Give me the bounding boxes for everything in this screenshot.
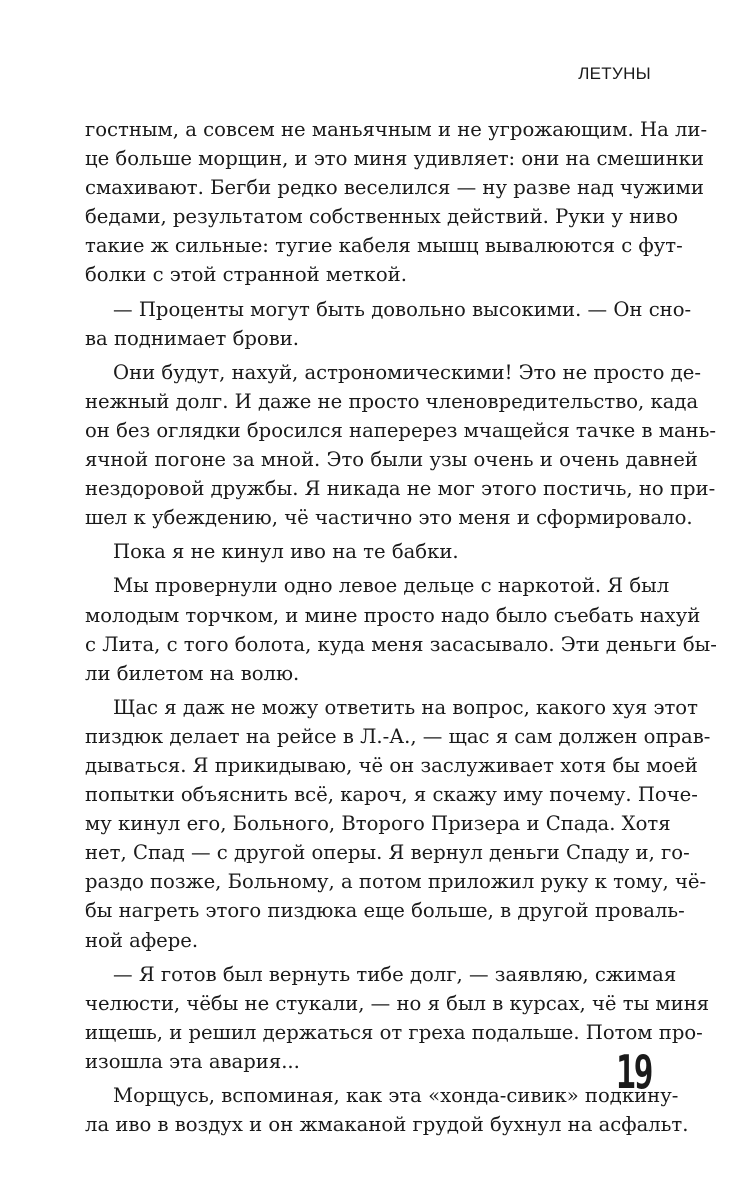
paragraph [85, 960, 710, 1076]
text-line: гостным, а совсем не маньячным и не угрожающим. На ли- [85, 118, 708, 141]
text-line: ва поднимает брови. [85, 326, 300, 350]
text-line: му кинул его, Больного, Второго Призера и Спада. Хотя [85, 812, 671, 836]
text-line: ной афере. [85, 928, 199, 952]
text-line: с Лита, с того болота, куда меня засасывало. Эти деньги бы- [85, 632, 717, 656]
text-line: Морщусь, вспоминая, как эта «хонда-сивик» подкину- [113, 1084, 679, 1107]
text-line: попытки объяснить всё, кароч, я скажу иму почему. Поче- [85, 783, 698, 807]
text-line: раздо позже, Больному, а потом приложил руку к тому, чё- [85, 870, 707, 894]
text-line: пиздюк делает на рейсе в Л.-А., — щас я сам должен оправ- [85, 724, 711, 748]
text-line: нет, Спад — с другой оперы. Я вернул деньги Спаду и, го- [85, 841, 690, 865]
text-line: ла иво в воздух и он жмаканой грудой бухнул на асфальт. [85, 1113, 689, 1137]
text-line: нездоровой дружбы. Я никада не мог этого постичь, но при- [85, 477, 716, 501]
text-line: Пока я не кинул иво на те бабки. [113, 540, 459, 564]
text-line: дываться. Я прикидываю, чё он заслуживает хотя бы моей [85, 753, 698, 777]
paragraph [85, 358, 717, 533]
text-line: бедами, результатом собственных действий. Руки у ниво [85, 205, 679, 229]
text-line: челюсти, чёбы не стукали, — но я был в курсах, чё ты миня [85, 991, 710, 1015]
text-line: ищешь, и решил держаться от греха подальше. Потом про- [85, 1020, 703, 1044]
text-line: шел к убеждению, чё частично это меня и сформировало. [85, 506, 693, 530]
running-head-title: ЛЕТУНЫ [578, 64, 651, 83]
text-line: такие ж сильные: тугие кабеля мышц вывалюются с фут- [85, 234, 683, 258]
text-line: Они будут, нахуй, астрономическими! Это не просто де- [113, 360, 701, 384]
paragraph [85, 571, 717, 687]
text-line: смахивают. Бегби редко веселился — ну разве над чужими [85, 176, 704, 200]
paragraph [85, 1081, 689, 1139]
text-line: — Я готов был вернуть тибе долг, — заявляю, сжимая [113, 962, 677, 986]
text-line: ячной погоне за мной. Это были узы очень и очень давней [85, 448, 698, 472]
text-line: Мы провернули одно левое дельце с наркотой. Я был [113, 574, 670, 598]
text-line: изошла эта авария... [85, 1049, 300, 1073]
text-line: це больше морщин, и это миня удивляет: они на смешинки [85, 147, 704, 171]
paragraph [85, 537, 651, 566]
paragraph [85, 295, 692, 353]
body-text [85, 115, 717, 1139]
text-line: бы нагреть этого пиздюка еще больше, в другой проваль- [85, 899, 685, 923]
text-line: — Проценты могут быть довольно высокими. — Он сно- [113, 297, 692, 321]
paragraph [85, 693, 711, 955]
text-line: он без оглядки бросился наперерез мчащейся тачке в мань- [85, 418, 717, 442]
text-line: нежный долг. И даже не просто членовредительство, када [85, 389, 699, 413]
text-line: молодым торчком, и мине просто надо было съебать нахуй [85, 603, 701, 627]
text-line: Щас я даж не можу ответить на вопрос, какого хуя этот [113, 695, 698, 719]
page-number: 19 [615, 1045, 651, 1099]
text-line: ли билетом на волю. [85, 661, 300, 685]
text-line: болки с этой странной меткой. [85, 263, 407, 287]
paragraph [85, 115, 708, 290]
